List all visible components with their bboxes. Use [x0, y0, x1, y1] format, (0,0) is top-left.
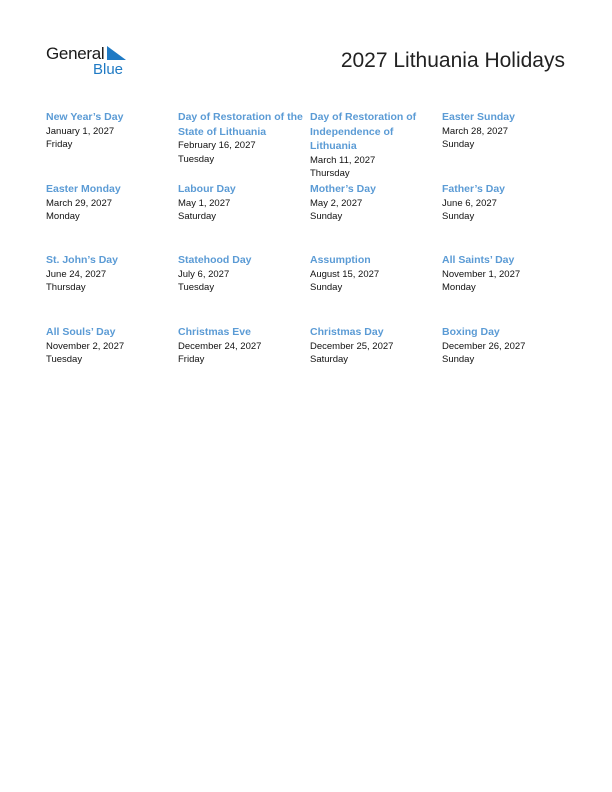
- holiday-item: [178, 110, 310, 182]
- holiday-item: [46, 325, 178, 385]
- holiday-name: Boxing Day: [442, 326, 500, 338]
- holiday-name: All Saints’ Day: [442, 254, 515, 266]
- holiday-date: November 1, 2027: [442, 268, 521, 280]
- page-title: 2027 Lithuania Holidays: [340, 49, 565, 72]
- holiday-weekday: Saturday: [178, 211, 217, 222]
- holiday-name: Easter Sunday: [442, 111, 515, 123]
- holiday-item: [310, 325, 442, 385]
- holiday-item: [442, 182, 574, 253]
- holiday-date: March 11, 2027: [310, 154, 376, 166]
- holiday-name: Christmas Day: [310, 326, 384, 338]
- holiday-name: Christmas Eve: [178, 326, 251, 338]
- holiday-date: March 28, 2027: [442, 125, 509, 137]
- holiday-name: New Year’s Day: [46, 111, 124, 123]
- holiday-name: Day of Restoration of Independence of Lithuania: [310, 111, 417, 152]
- holiday-name: Easter Monday: [46, 183, 121, 195]
- holiday-date: June 6, 2027: [442, 197, 497, 209]
- holiday-name: Day of Restoration of the State of Lithuania: [178, 111, 303, 138]
- holiday-weekday: Sunday: [310, 211, 343, 222]
- holiday-weekday: Thursday: [310, 168, 350, 179]
- holiday-weekday: Friday: [46, 139, 73, 150]
- holiday-name: Mother’s Day: [310, 183, 376, 195]
- holiday-name: Assumption: [310, 254, 371, 266]
- holiday-date: December 24, 2027: [178, 340, 262, 352]
- logo-triangle-icon: [107, 46, 126, 60]
- holiday-date: December 25, 2027: [310, 340, 394, 352]
- holiday-item: [442, 253, 574, 325]
- holiday-name: All Souls’ Day: [46, 326, 116, 338]
- logo-word-general: General: [46, 44, 105, 63]
- holiday-item: [46, 253, 178, 325]
- holiday-weekday: Tuesday: [178, 282, 215, 293]
- holiday-weekday: Saturday: [310, 354, 349, 365]
- holiday-item: [442, 110, 574, 182]
- holiday-weekday: Monday: [46, 211, 80, 222]
- holiday-item: [46, 110, 178, 182]
- holiday-item: [310, 110, 442, 182]
- holiday-weekday: Tuesday: [178, 153, 215, 165]
- holiday-date: February 16, 2027: [178, 140, 256, 151]
- holiday-item: [178, 253, 310, 325]
- brand-logo: [46, 44, 136, 78]
- holiday-date: May 2, 2027: [310, 197, 363, 209]
- holiday-date: November 2, 2027: [46, 340, 125, 352]
- holiday-weekday: Monday: [442, 282, 476, 293]
- holiday-name: Father’s Day: [442, 183, 506, 195]
- holiday-weekday: Sunday: [442, 354, 475, 365]
- logo-word-blue: Blue: [93, 61, 124, 78]
- holiday-date: December 26, 2027: [442, 340, 526, 352]
- holiday-date: January 1, 2027: [46, 125, 115, 137]
- holiday-name: St. John’s Day: [46, 254, 118, 266]
- holiday-weekday: Sunday: [442, 139, 475, 150]
- holiday-date: August 15, 2027: [310, 268, 380, 280]
- holiday-weekday: Tuesday: [46, 354, 83, 365]
- holiday-date: May 1, 2027: [178, 197, 231, 209]
- holiday-grid: [46, 110, 576, 385]
- holiday-date: March 29, 2027: [46, 197, 113, 209]
- holiday-item: [442, 325, 574, 385]
- holiday-date: July 6, 2027: [178, 268, 230, 280]
- holiday-name: Statehood Day: [178, 254, 252, 266]
- holiday-name: Labour Day: [178, 183, 236, 195]
- holiday-item: [178, 182, 310, 253]
- holiday-item: [310, 253, 442, 325]
- holiday-item: [310, 182, 442, 253]
- holiday-weekday: Sunday: [442, 211, 475, 222]
- holiday-weekday: Thursday: [46, 282, 86, 293]
- holiday-item: [178, 325, 310, 385]
- holiday-date: June 24, 2027: [46, 268, 107, 280]
- holiday-item: [46, 182, 178, 253]
- holiday-weekday: Sunday: [310, 282, 343, 293]
- holiday-weekday: Friday: [178, 354, 205, 365]
